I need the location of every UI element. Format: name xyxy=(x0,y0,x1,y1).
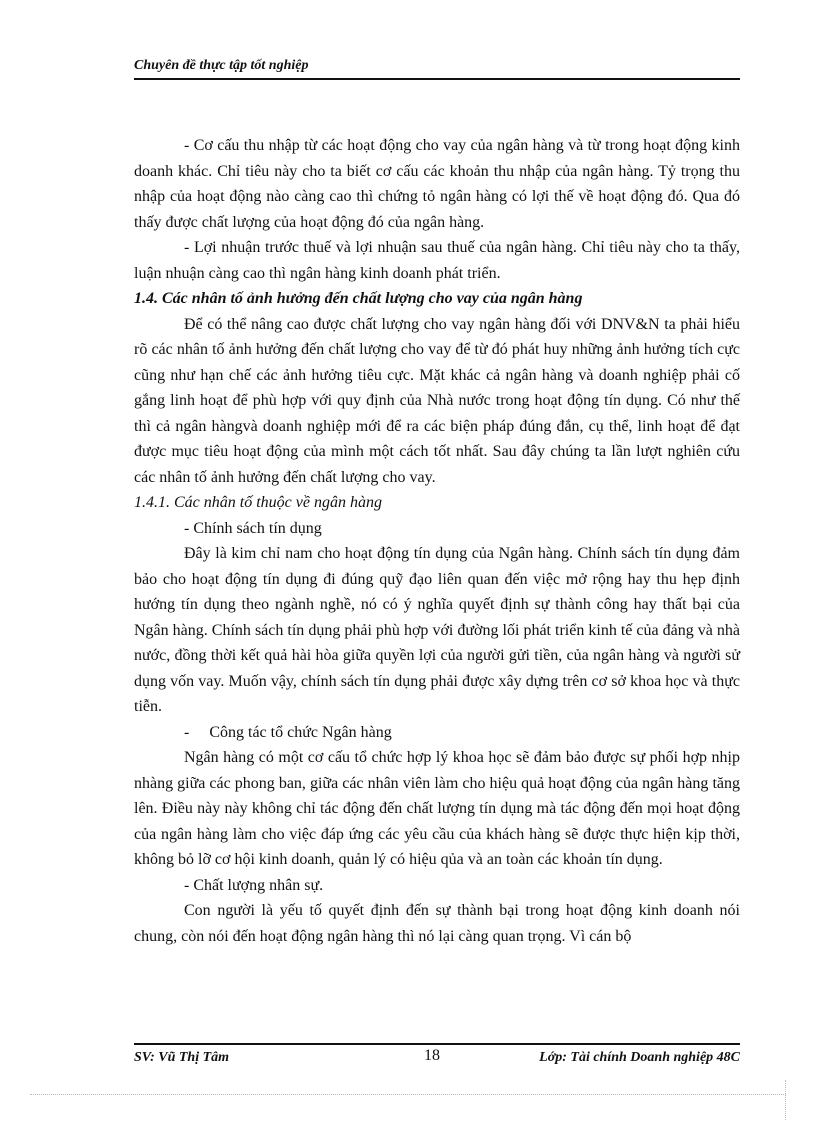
footer-class: Lớp: Tài chính Doanh nghiệp 48C xyxy=(539,1050,740,1065)
paragraph-income-structure: - Cơ cấu thu nhập từ các hoạt động cho vay của ngân hàng và từ trong hoạt động kinh doanh khác. Chỉ tiêu này cho ta biết cơ cấu các khoản thu nhập của ngân hàng. Tỷ trọng thu nhập của hoạt động nào càng cao thì chứng tỏ ngân hàng có lợi thế về hoạt động đó. Qua đó thấy được chất lượng của hoạt động đó của ngân hàng. xyxy=(134,137,740,231)
section-heading-1-4: 1.4. Các nhân tố ảnh hưởng đến chất lượng cho vay của ngân hàng xyxy=(134,290,583,307)
body-text xyxy=(134,133,740,949)
footer-student: SV: Vũ Thị Tâm xyxy=(134,1050,230,1065)
paragraph-profit: - Lợi nhuận trước thuế và lợi nhuận sau thuế của ngân hàng. Chỉ tiêu này cho ta thấy, luận nhuận càng cao thì ngân hàng kinh doanh phát triển. xyxy=(134,239,740,282)
page-boundary-line xyxy=(30,1094,786,1095)
footer-rule xyxy=(134,1043,740,1045)
paragraph-credit-policy: Đây là kim chỉ nam cho hoạt động tín dụng của Ngân hàng. Chính sách tín dụng đảm bảo cho hoạt động tín dụng đi đúng quỹ đạo liên quan đến việc mở rộng hay thu hẹp định hướng tín dụng theo ngành nghề, nó có ý nghĩa quyết định sự thành công hay thất bại của Ngân hàng. Chính sách tín dụng phải phù hợp với đường lối phát triển kinh tế của đảng và nhà nước, đồng thời kết quả hài hòa giữa quyền lợi của người gửi tiền, của ngân hàng và người sử dụng vốn vay. Muốn vậy, chính sách tín dụng phải được xây dựng trên cơ sở khoa học và thực tiễn. xyxy=(134,545,740,715)
item-personnel-quality: - Chất lượng nhân sự. xyxy=(184,876,324,894)
header-title: Chuyên đề thực tập tốt nghiệp xyxy=(134,58,309,73)
paragraph-factors-intro: Để có thể nâng cao được chất lượng cho vay ngân hàng đối với DNV&N ta phải hiểu rõ các nhân tố ảnh hưởng đến chất lượng cho vay để từ đó phát huy những ảnh hưởng tích cực cũng như hạn chế các ảnh hưởng tiêu cực. Mặt khác cả ngân hàng và doanh nghiệp phải cố gắng linh hoạt để phù hợp với quy định của Nhà nước trong hoạt động tín dụng. Có như thế thì cả ngân hàngvà doanh nghiệp mới để ra các biện pháp đúng đắn, cụ thể, linh hoạt để đạt được mục tiêu hoạt động của mình một cách tốt nhất. Sau đây chúng ta lần lượt nghiên cứu các nhân tố ảnh hưởng đến chất lượng cho vay. xyxy=(134,315,740,486)
page-boundary-corner xyxy=(785,1080,786,1120)
paragraph-bank-organization: Ngân hàng có một cơ cấu tổ chức hợp lý khoa học sẽ đảm bảo được sự phối hợp nhịp nhàng giữa các phong ban, giữa các nhân viên làm cho hiệu quả hoạt động của ngân hàng tăng lên. Điều này này không chỉ tác động đến chất lượng tín dụng mà tác động đến mọi hoạt động của ngân hàng làm cho việc đáp ứng các yêu cầu của khách hàng sẽ được thực hiện kịp thời, không bỏ lỡ cơ hội kinh doanh, quản lý có hiệu qủa và an toàn các khoản tín dụng. xyxy=(134,749,740,868)
header-rule xyxy=(134,78,740,80)
footer xyxy=(134,1047,740,1070)
page-number: 18 xyxy=(424,1047,440,1064)
item-credit-policy: - Chính sách tín dụng xyxy=(184,519,322,537)
section-heading-1-4-1: 1.4.1. Các nhân tố thuộc về ngân hàng xyxy=(134,494,382,511)
item-bank-organization: - Công tác tổ chức Ngân hàng xyxy=(184,723,392,741)
paragraph-personnel-quality: Con người là yếu tố quyết định đến sự thành bại trong hoạt động kinh doanh nói chung, còn nói đến hoạt động ngân hàng thì nó lại càng quan trọng. Vì cán bộ xyxy=(134,902,740,945)
